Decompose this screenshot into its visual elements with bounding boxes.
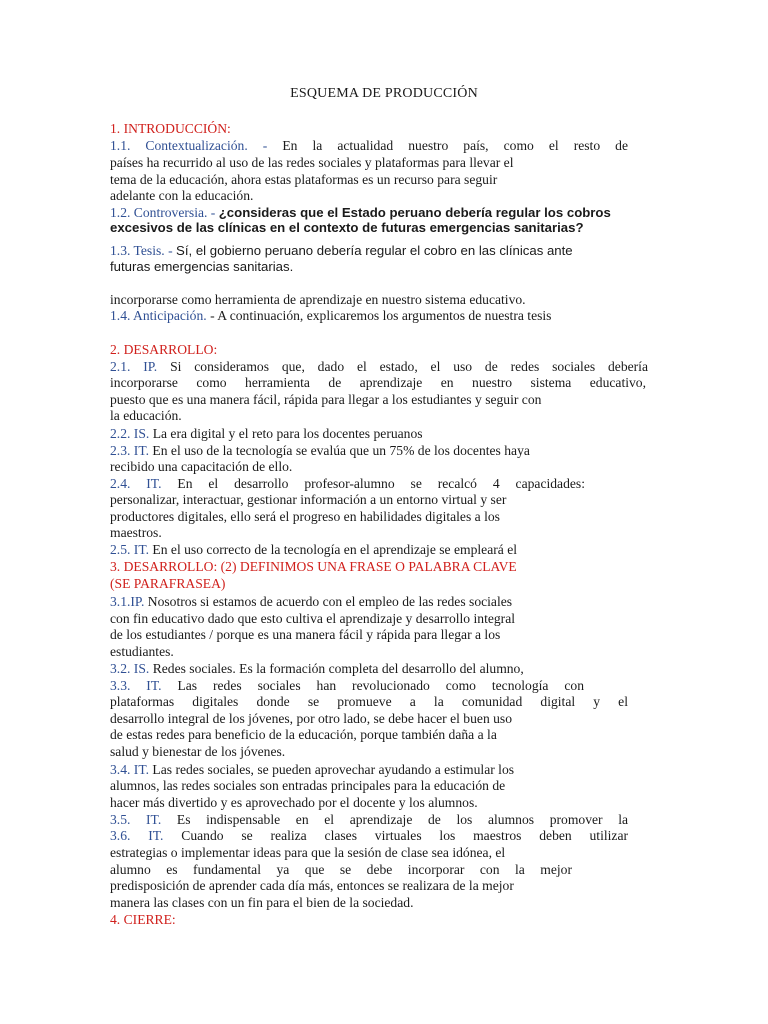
contextualizacion-line-3: tema de la educación, ahora estas plataformas es un recurso para seguir [110, 172, 498, 187]
document-title: ESQUEMA DE PRODUCCIÓN [290, 86, 478, 101]
sec2-ip-line-1: 2.1. IP. Si consideramos que, dado el estado, el uso de redes sociales debería [110, 359, 648, 374]
sec3-it2-line-2: alumnos, las redes sociales son entradas principales para la educación de [110, 778, 506, 793]
sec2-ip-line-4: la educación. [110, 408, 182, 423]
sec2-ip-line-2: incorporarse como herramienta de aprendizaje en nuestro sistema educativo, [110, 375, 646, 390]
anticipacion-line: 1.4. Anticipación. - A continuación, explicaremos los argumentos de nuestra tesis [110, 308, 552, 323]
sec2-ip-label: 2.1. IP. [110, 359, 158, 374]
contextualizacion-line-4: adelante con la educación. [110, 188, 254, 203]
controversia-label: 1.2. Controversia. - [110, 205, 216, 220]
sec3-it1-line-4: de estas redes para beneficio de la educación, porque también daña a la [110, 727, 497, 742]
sec2-it2-line-2: personalizar, interactuar, gestionar información a un entorno virtual y ser [110, 492, 507, 507]
sec3-it2-line-3: hacer más divertido y es aprovechado por el docente y los alumnos. [110, 795, 478, 810]
sec2-ip-line-3: puesto que es una manera fácil, rápida para llegar a los estudiantes y seguir con [110, 392, 542, 407]
sec3-is-line: 3.2. IS. Redes sociales. Es la formación completa del desarrollo del alumno, [110, 661, 524, 676]
sec3-is-label: 3.2. IS. [110, 661, 150, 676]
sec2-it1-label: 2.3. IT. [110, 443, 150, 458]
sec2-it1-line-1: 2.3. IT. En el uso de la tecnología se evalúa que un 75% de los docentes haya [110, 443, 530, 458]
section-2-heading: 2. DESARROLLO: [110, 342, 218, 357]
tesis-label: 1.3. Tesis. - [110, 243, 173, 258]
contextualizacion-line-2: países ha recurrido al uso de las redes sociales y plataformas para llevar el [110, 155, 514, 170]
sec3-it4-line-1: 3.6. IT. Cuando se realiza clases virtuales los maestros deben utilizar [110, 828, 629, 843]
sec2-it3-line: 2.5. IT. En el uso correcto de la tecnología en el aprendizaje se empleará el [110, 542, 518, 557]
section-4-heading: 4. CIERRE: [110, 912, 176, 927]
sec3-it1-label: 3.3. IT. [110, 678, 162, 693]
sec2-it1-line-2: recibido una capacitación de ello. [110, 459, 293, 474]
sec3-it4-label: 3.6. IT. [110, 828, 164, 843]
sec2-is-label: 2.2. IS. [110, 426, 150, 441]
sec3-it3-label: 3.5. IT. [110, 812, 162, 827]
section-1-extra-line: incorporarse como herramienta de aprendizaje en nuestro sistema educativo. [110, 292, 526, 307]
sec3-it1-line-5: salud y bienestar de los jóvenes. [110, 744, 286, 759]
controversia-line-2: excesivos de las clínicas en el contexto de futuras emergencias sanitarias? [110, 220, 584, 235]
sec3-it4-line-3: alumno es fundamental ya que se debe incorporar con la mejor [110, 862, 572, 877]
sec3-it2-line-1: 3.4. IT. Las redes sociales, se pueden aprovechar ayudando a estimular los [110, 762, 515, 777]
tesis-line-1: 1.3. Tesis. - Sí, el gobierno peruano debería regular el cobro en las clínicas ante [110, 243, 573, 258]
anticipacion-label: 1.4. Anticipación. [110, 308, 207, 323]
sec3-it1-line-1: 3.3. IT. Las redes sociales han revolucionado como tecnología con [110, 678, 585, 693]
sec2-it2-line-1: 2.4. IT. En el desarrollo profesor-alumno se recalcó 4 capacidades: [110, 476, 585, 491]
sec2-it2-label: 2.4. IT. [110, 476, 162, 491]
contextualizacion-line-1: 1.1. Contextualización. - En la actualidad nuestro país, como el resto de [110, 138, 628, 153]
sec3-it4-line-4: predisposición de aprender cada día más, entonces se realizara de la mejor [110, 878, 514, 893]
section-3-heading-line-1: 3. DESARROLLO: (2) DEFINIMOS UNA FRASE O PALABRA CLAVE [110, 559, 517, 574]
tesis-line-2: futuras emergencias sanitarias. [110, 259, 294, 274]
sec3-ip-line-2: con fin educativo dado que esto cultiva el aprendizaje y desarrollo integral [110, 611, 516, 626]
section-3-heading-line-2: (SE PARAFRASEA) [110, 576, 226, 591]
sec2-is-line: 2.2. IS. La era digital y el reto para los docentes peruanos [110, 426, 423, 441]
section-1-heading: 1. INTRODUCCIÓN: [110, 121, 231, 136]
contextualizacion-label: 1.1. Contextualización. - [110, 138, 268, 153]
sec3-ip-line-1: 3.1.IP. Nosotros si estamos de acuerdo con el empleo de las redes sociales [110, 594, 513, 609]
sec3-it2-label: 3.4. IT. [110, 762, 150, 777]
sec3-ip-label: 3.1.IP. [110, 594, 145, 609]
sec3-it3-line: 3.5. IT. Es indispensable en el aprendizaje de los alumnos promover la [110, 812, 629, 827]
sec3-it1-line-2: plataformas digitales donde se promueve a la comunidad digital y el [110, 694, 628, 709]
sec3-ip-line-3: de los estudiantes / porque es una manera fácil y rápida para llegar a los [110, 627, 501, 642]
sec3-it4-line-5: manera las clases con un fin para el bien de la sociedad. [110, 895, 414, 910]
sec3-it1-line-3: desarrollo integral de los jóvenes, por otro lado, se debe hacer el buen uso [110, 711, 513, 726]
sec3-it4-line-2: estrategias o implementar ideas para que la sesión de clase sea idónea, el [110, 845, 506, 860]
sec3-ip-line-4: estudiantes. [110, 644, 174, 659]
sec2-it2-line-4: maestros. [110, 525, 162, 540]
controversia-line-1: 1.2. Controversia. - ¿consideras que el Estado peruano debería regular los cobros [110, 205, 611, 220]
sec2-it2-line-3: productores digitales, ello será el progreso en habilidades digitales a los [110, 509, 500, 524]
sec2-it3-label: 2.5. IT. [110, 542, 150, 557]
